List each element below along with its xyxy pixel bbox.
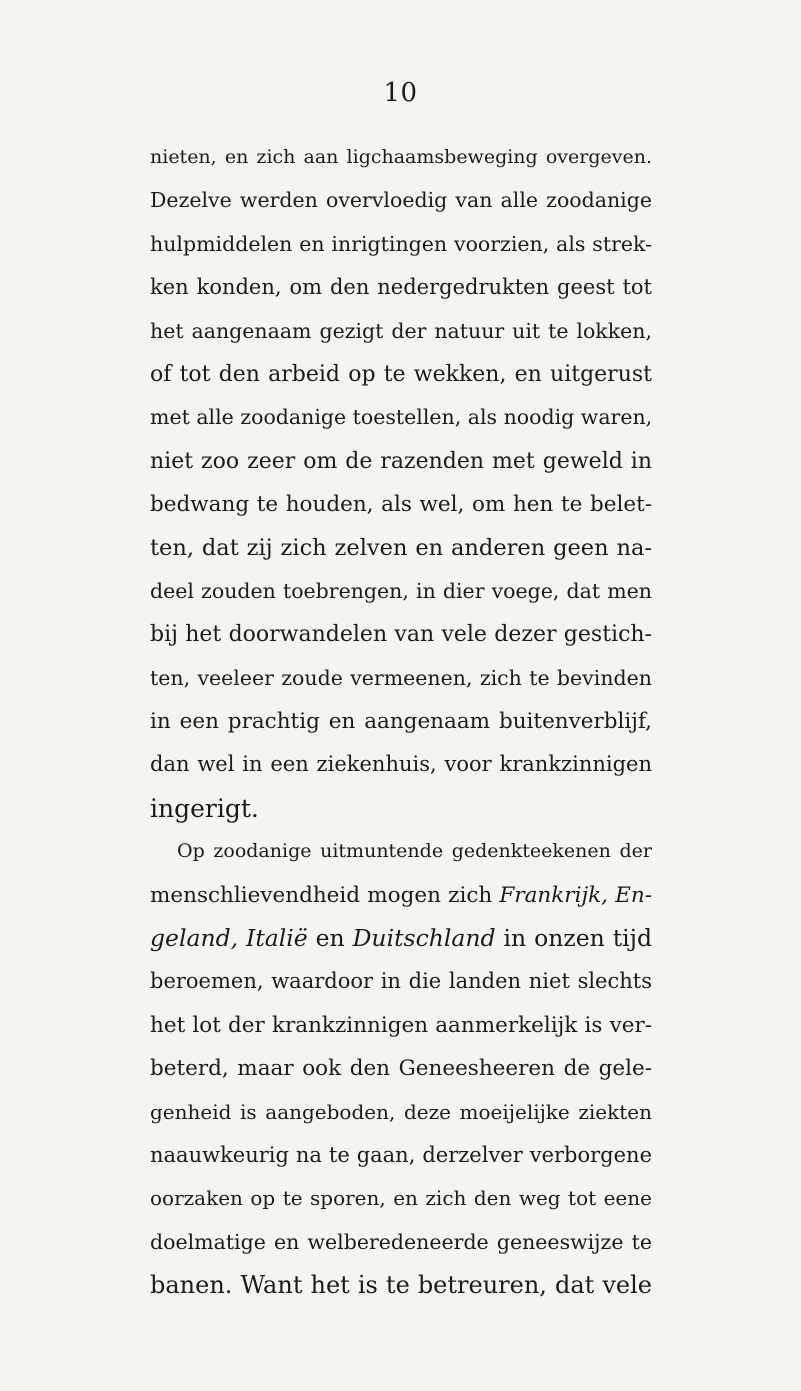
text-segment: in onzen tijd	[495, 924, 652, 953]
text-line: of tot den arbeid op te wekken, en uitgerust	[150, 361, 652, 387]
text-line: doelmatige en welberedeneerde geneeswijze te	[150, 1229, 652, 1254]
text-line: het lot der krankzinnigen aanmerkelijk is ver-	[150, 1012, 652, 1038]
text-line: genheid is aangeboden, deze moeijelijke ziekten	[150, 1099, 652, 1124]
paragraph-start-line: Op zoodanige uitmuntende gedenkteekenen der	[177, 840, 652, 863]
text-line: niet zoo zeer om de razenden met geweld in	[150, 448, 652, 474]
page-number: 10	[383, 78, 418, 108]
text-line: ten, veeleer zoude vermeenen, zich te bevinden	[150, 665, 652, 690]
text-line	[150, 874, 652, 917]
text-line: beterd, maar ook den Geneesheeren de gele-	[150, 1056, 652, 1082]
italic-place-name: geland, Italië	[150, 924, 308, 953]
text-line: het aangenaam gezigt der natuur uit te lokken,	[150, 318, 652, 343]
text-line: ingerigt.	[150, 793, 259, 823]
text-line: bedwang te houden, als wel, om hen te belet-	[150, 492, 652, 518]
italic-place-name: Duitschland	[352, 924, 496, 953]
text-line: nieten, en zich aan ligchaamsbeweging overgeven.	[150, 146, 652, 168]
text-line: met alle zoodanige toestellen, als noodig waren,	[150, 405, 653, 430]
text-line: deel zouden toebrengen, in dier voege, dat men	[150, 578, 652, 603]
text-line	[150, 917, 652, 960]
text-line: hulpmiddelen en inrigtingen voorzien, als strek-	[150, 231, 652, 256]
text-line: naauwkeurig na te gaan, derzelver verborgene	[150, 1142, 652, 1167]
text-line: ten, dat zij zich zelven en anderen geen na-	[150, 534, 652, 561]
text-line: beroemen, waardoor in die landen niet slechts	[150, 969, 652, 994]
text-line: ken konden, om den nedergedrukten geest tot	[150, 275, 652, 300]
text-line: in een prachtig en aangenaam buitenverblijf,	[150, 709, 652, 735]
text-line: banen. Want het is te betreuren, dat vele	[150, 1271, 652, 1300]
italic-place-name: Frankrijk, En-	[499, 882, 652, 908]
text-segment: menschlievendheid mogen zich	[150, 882, 500, 908]
text-line: Dezelve werden overvloedig van alle zoodanige	[150, 188, 652, 213]
text-line: oorzaken op te sporen, en zich den weg tot eene	[150, 1186, 652, 1211]
body-text	[150, 136, 652, 1308]
text-segment: en	[307, 924, 353, 953]
text-line: dan wel in een ziekenhuis, voor krankzinnigen	[150, 752, 652, 777]
text-line: bij het doorwandelen van vele dezer gestich-	[150, 622, 652, 648]
